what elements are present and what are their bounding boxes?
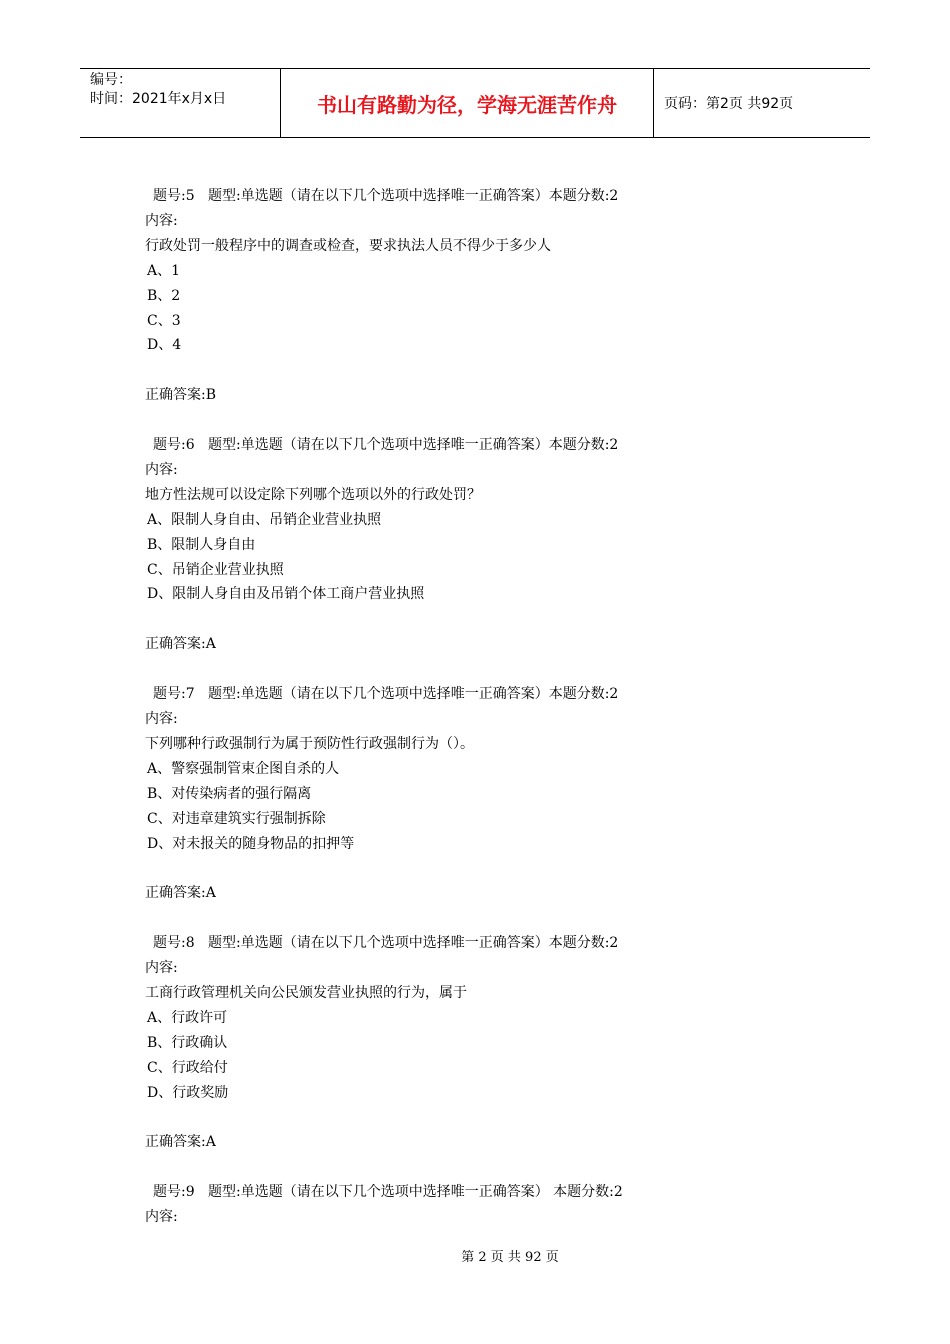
content-label: 内容: — [145, 960, 178, 976]
spacer — [145, 607, 785, 632]
header-meta — [80, 69, 281, 137]
question-block — [145, 931, 785, 1180]
correct-answer: 正确答案:A — [145, 1134, 216, 1151]
question-head: 题号:8 题型:单选题（请在以下几个选项中选择唯一正确答案） — [153, 935, 549, 952]
question-header — [145, 433, 785, 458]
doc-date: 时间：2021年x月x日 — [90, 91, 227, 107]
option-item: B、行政确认 — [147, 1034, 228, 1051]
question-text: 地方性法规可以设定除下列哪个选项以外的行政处罚？ — [145, 486, 481, 503]
question-head: 题号:7 题型:单选题（请在以下几个选项中选择唯一正确答案） — [153, 686, 549, 703]
option-item: B、2 — [147, 287, 181, 304]
option-item: C、行政给付 — [147, 1059, 228, 1076]
content-label: 内容: — [145, 212, 178, 229]
page-header — [80, 68, 870, 138]
content-label: 内容: — [145, 710, 178, 727]
question-head: 题号:6 题型:单选题（请在以下几个选项中选择唯一正确答案） — [153, 437, 549, 454]
page-footer: 第 2 页 共 92 页 — [461, 1250, 559, 1265]
option-item: D、4 — [147, 337, 182, 354]
question-head: 题号:9 题型:单选题（请在以下几个选项中选择唯一正确答案） — [153, 1184, 549, 1201]
option-item: D、行政奖励 — [147, 1084, 229, 1101]
option-item: C、吊销企业营业执照 — [147, 561, 284, 578]
question-score: 本题分数:2 — [548, 686, 619, 703]
correct-answer: 正确答案:B — [145, 387, 217, 404]
spacer — [145, 1155, 785, 1180]
question-text: 行政处罚一般程序中的调查或检查，要求执法人员不得少于多少人 — [145, 237, 551, 254]
question-block — [145, 433, 785, 682]
option-item: D、限制人身自由及吊销个体工商户营业执照 — [147, 586, 425, 603]
correct-answer: 正确答案:A — [145, 636, 216, 653]
option-item: C、3 — [147, 312, 181, 329]
option-item: A、限制人身自由、吊销企业营业执照 — [147, 511, 382, 528]
question-score: 本题分数:2 — [548, 935, 619, 952]
spacer — [145, 1105, 785, 1130]
content-label: 内容: — [145, 1209, 178, 1226]
header-page-info: 页码：第2页 共92页 — [664, 96, 794, 112]
correct-answer: 正确答案:A — [145, 885, 216, 902]
question-block — [145, 682, 785, 931]
option-item: A、行政许可 — [147, 1009, 228, 1026]
question-header — [145, 682, 785, 707]
spacer — [145, 408, 785, 433]
question-header — [145, 1180, 785, 1205]
question-header — [145, 184, 785, 209]
spacer — [145, 906, 785, 931]
header-motto: 书山有路勤为径，学海无涯苦作舟 — [281, 69, 654, 137]
option-item: B、对传染病者的强行隔离 — [147, 785, 312, 802]
question-block — [145, 184, 785, 433]
option-item: B、限制人身自由 — [147, 536, 256, 553]
option-item: C、对违章建筑实行强制拆除 — [147, 810, 326, 827]
content-label: 内容: — [145, 461, 178, 478]
question-block — [145, 1180, 785, 1230]
question-header — [145, 931, 785, 956]
question-list — [145, 184, 785, 1230]
spacer — [145, 657, 785, 682]
question-score: 本题分数:2 — [548, 188, 619, 204]
question-score: 本题分数:2 — [548, 437, 619, 454]
question-head: 题号:5 题型:单选题（请在以下几个选项中选择唯一正确答案） — [153, 188, 549, 204]
question-text: 工商行政管理机关向公民颁发营业执照的行为，属于 — [145, 984, 467, 1001]
option-item: D、对未报关的随身物品的扣押等 — [147, 835, 355, 852]
question-text: 下列哪种行政强制行为属于预防性行政强制行为（）。 — [145, 735, 474, 752]
spacer — [145, 358, 785, 383]
doc-number: 编号： — [90, 72, 132, 88]
spacer — [145, 856, 785, 881]
question-score: 本题分数:2 — [553, 1184, 623, 1201]
option-item: A、1 — [147, 262, 181, 279]
option-item: A、警察强制管束企图自杀的人 — [147, 760, 340, 777]
